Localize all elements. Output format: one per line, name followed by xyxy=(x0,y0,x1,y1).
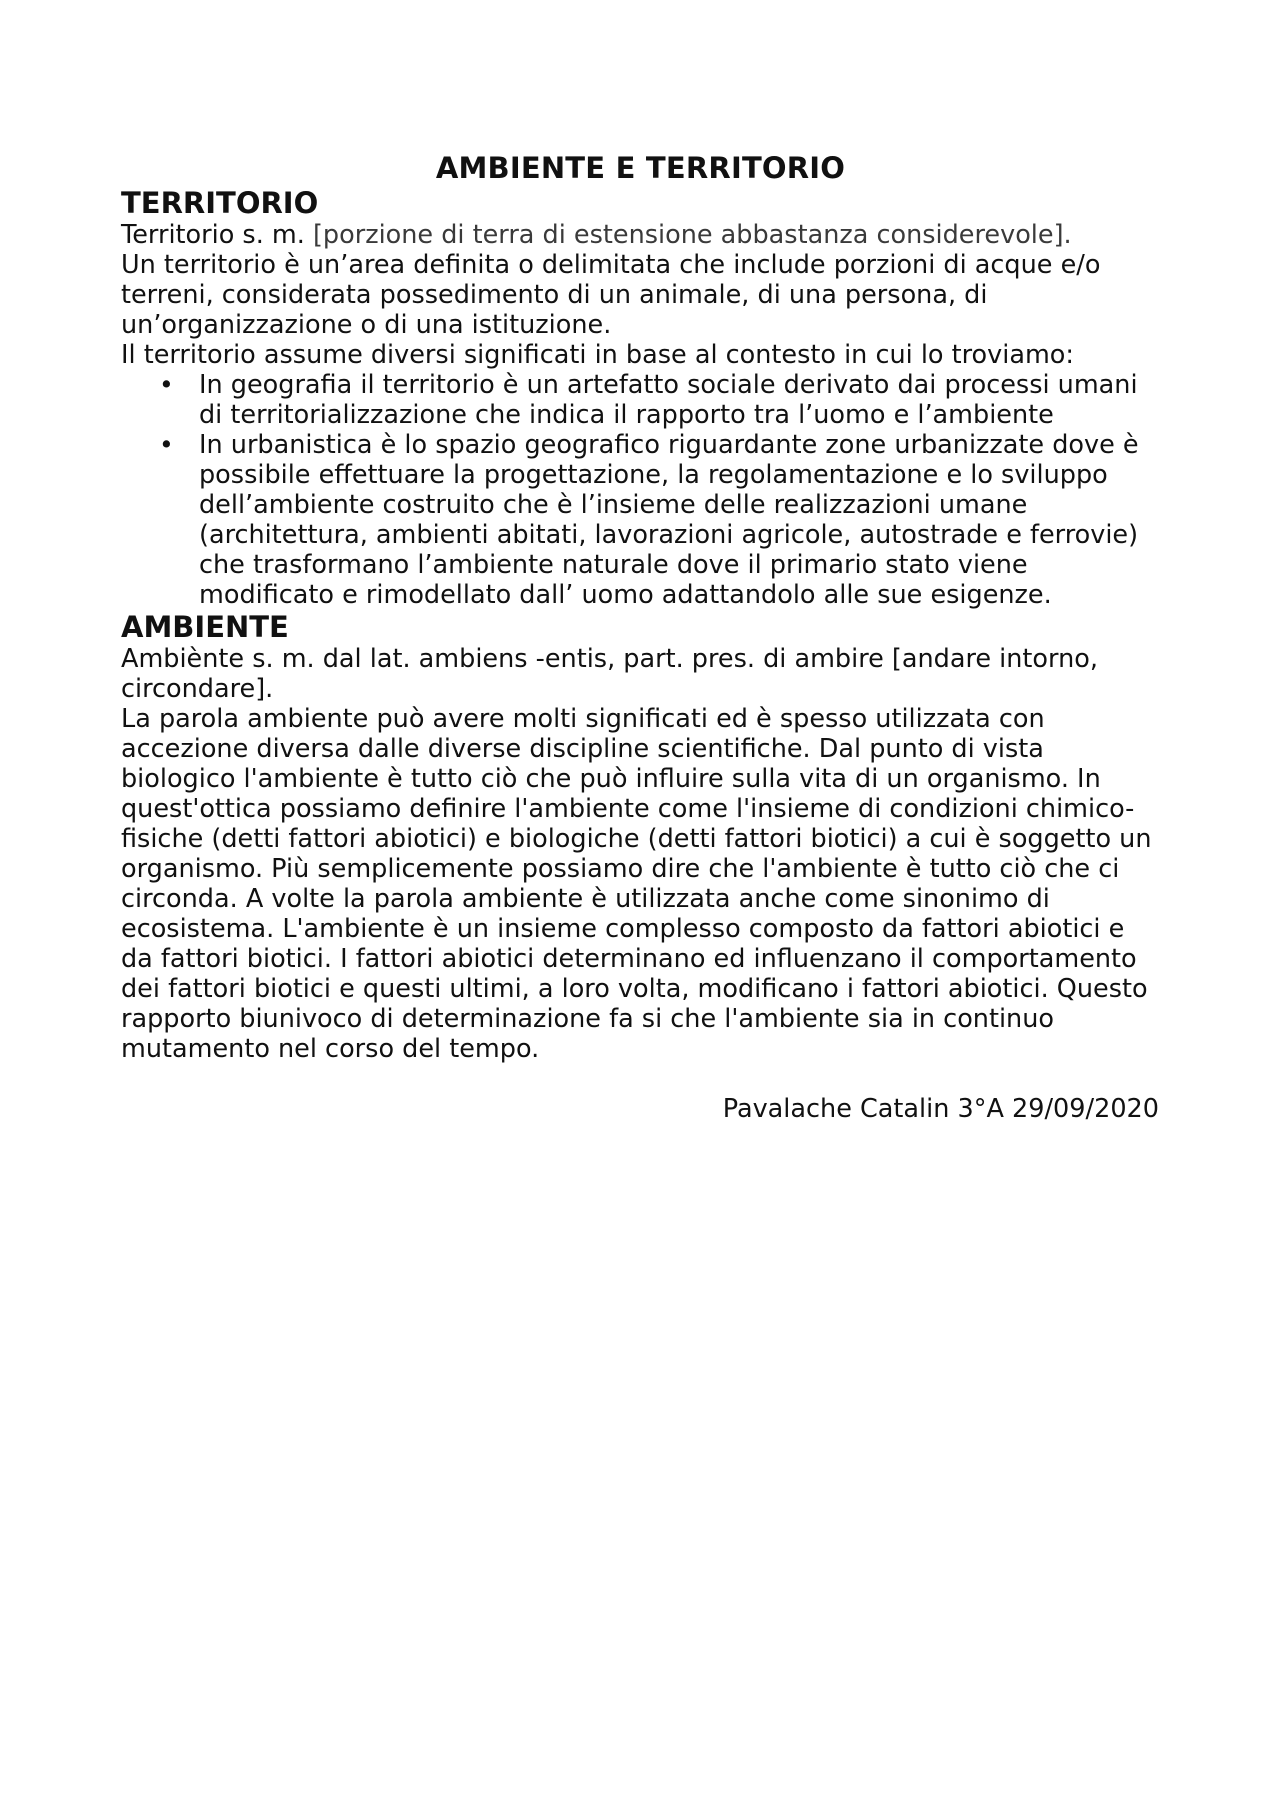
document-title: AMBIENTE E TERRITORIO xyxy=(435,151,846,185)
bullet-list xyxy=(121,370,1160,610)
section-heading-ambiente: AMBIENTE xyxy=(121,610,289,644)
section-territorio xyxy=(121,186,1160,610)
bullet-icon: • xyxy=(159,370,174,399)
author-signature: Pavalache Catalin 3°A 29/09/2020 xyxy=(722,1094,1159,1124)
section-heading-territorio: TERRITORIO xyxy=(121,186,319,220)
list-item xyxy=(159,430,1160,610)
section-ambiente xyxy=(121,610,1160,1064)
list-item-text: In geografia il territorio è un artefatto sociale derivato dai processi umani di territorializzazione che indica il rapporto tra l’uomo e l’ambiente xyxy=(199,370,1138,430)
definition-body: [porzione di terra di estensione abbastanza considerevole]. xyxy=(312,220,1072,250)
paragraph-territorio-1: Un territorio è un’area definita o delimitata che include porzioni di acque e/o terreni, considerata possedimento di un animale, di una persona, di un’organizzazione o di una istituzione. xyxy=(121,250,1101,340)
list-item xyxy=(159,370,1160,430)
paragraph-territorio-2: Il territorio assume diversi significati in base al contesto in cui lo troviamo: xyxy=(121,340,1074,370)
list-item-text: In urbanistica è lo spazio geografico riguardante zone urbanizzate dove è possibile effettuare la progettazione, la regolamentazione e lo sviluppo dell’ambiente costruito che è l’insieme delle realizzazioni umane (architettura, ambienti abitati, lavorazioni agricole, autostrade e ferrovie) che trasformano l’ambiente naturale dove il primario stato viene modificato e rimodellato dall’ uomo adattandolo alle sue esigenze. xyxy=(199,430,1139,610)
paragraph-ambiente-1: La parola ambiente può avere molti significati ed è spesso utilizzata con accezione diversa dalle diverse discipline scientifiche. Dal punto di vista biologico l'ambiente è tutto ciò che può influire sulla vita di un organismo. In quest'ottica possiamo definire l'ambiente come l'insieme di condizioni chimico-fisiche (detti fattori abiotici) e biologiche (detti fattori biotici) a cui è soggetto un organismo. Più semplicemente possiamo dire che l'ambiente è tutto ciò che ci circonda. A volte la parola ambiente è utilizzata anche come sinonimo di ecosistema. L'ambiente è un insieme complesso composto da fattori abiotici e da fattori biotici. I fattori abiotici determinano ed influenzano il comportamento dei fattori biotici e questi ultimi, a loro volta, modificano i fattori abiotici. Questo rapporto biunivoco di determinazione fa si che l'ambiente sia in continuo mutamento nel corso del tempo. xyxy=(121,704,1152,1064)
bullet-icon: • xyxy=(159,430,174,459)
definition-territorio xyxy=(121,220,1160,250)
definition-ambiente: Ambiènte s. m. dal lat. ambiens -entis, part. pres. di ambire [andare intorno, circondare]. xyxy=(121,644,1098,704)
definition-term: Territorio s. m. xyxy=(121,220,313,250)
